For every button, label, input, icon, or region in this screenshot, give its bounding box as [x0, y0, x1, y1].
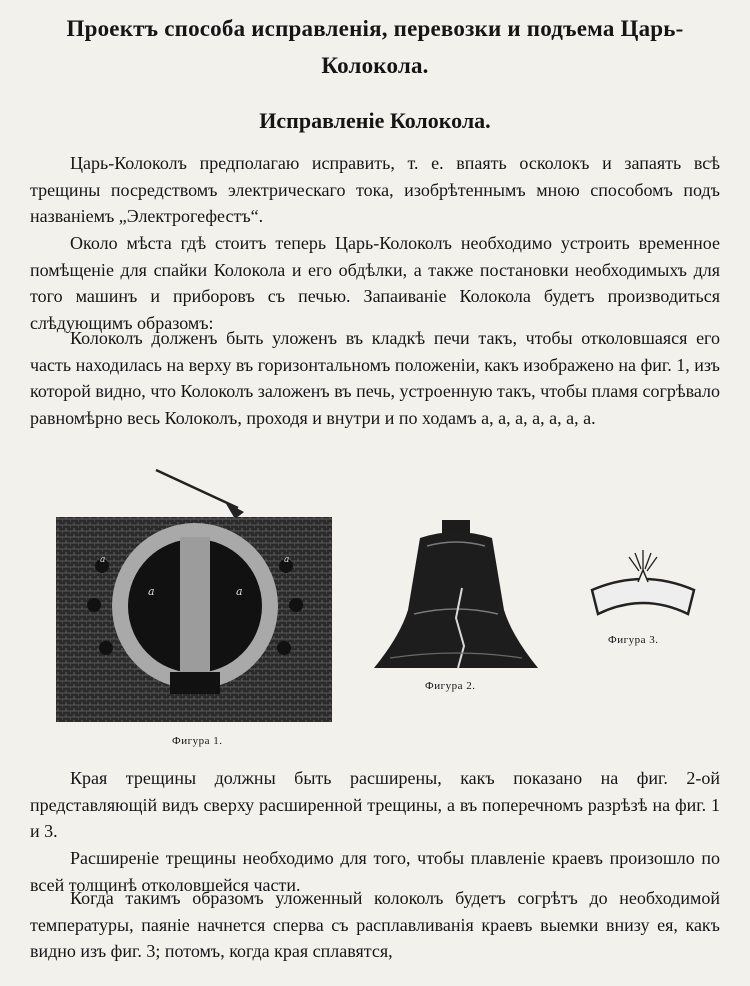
paragraph-6: Когда такимъ образомъ уложенный колоколъ будетъ согрѣтъ до необходимой температуры, паяніе начнется сперва съ расплавливанія краевъ выемки внизу ея, какъ видно изъ фиг. 3; потомъ, когда края сплавятся, [30, 888, 720, 961]
page-title: Проектъ способа исправленія, перевозки и подъема Царь-Колокола. [66, 16, 684, 78]
figure-2-bell-drawing [372, 518, 540, 673]
figure-1-caption: Фигура 1. [172, 735, 223, 747]
section-heading: Исправленіе Колокола. [259, 108, 491, 133]
paragraph-3: Колоколъ долженъ быть уложенъ въ кладкѣ печи такъ, чтобы отколовшаяся его часть находилась на верху въ горизонтальномъ положеніи, какъ изображено на фиг. 1, изъ которой видно, что Колоколъ заложенъ въ печь, устроенную такъ, чтобы пламя согрѣвало равномѣрно весь Колоколъ, проходя и внутри и по ходамъ а, а, а, а, а, а, а. [30, 328, 720, 428]
figure-1-furnace-diagram [30, 462, 350, 727]
paragraph-5: Расширеніе трещины необходимо для того, чтобы плавленіе краевъ произошло по всей толщинѣ отколовшейся части. [30, 848, 720, 895]
fig1-label-a-2: a [284, 555, 290, 565]
figure-3-caption: Фигура 3. [608, 634, 659, 646]
paragraph-2: Около мѣста гдѣ стоитъ теперь Царь-Колоколъ необходимо устроить временное помѣщеніе для спайки Колокола и его обдѣлки, а также постановки необходимыхъ для того машинъ и приборовъ съ печью. Запаиваніе Колокола будетъ производиться слѣдующимъ образомъ: [30, 233, 720, 333]
fig1-label-a-left: a [148, 585, 155, 598]
fig1-label-a-1: a [100, 555, 106, 565]
figure-3-crack-section [588, 548, 698, 618]
figure-2-caption: Фигура 2. [425, 680, 476, 692]
paragraph-1: Царь-Колоколъ предполагаю исправить, т. е. впаять осколокъ и запаять всѣ трещины посредствомъ электрическаго тока, изобрѣтеннымъ мною способомъ подъ названіемъ „Электрогефестъ“. [30, 153, 720, 226]
fig1-label-a-right: a [236, 585, 243, 598]
paragraph-4: Края трещины должны быть расширены, какъ показано на фиг. 2-ой представляющій видъ сверху расширенной трещины, а въ поперечномъ разрѣзѣ на фиг. 1 и 3. [30, 768, 720, 841]
